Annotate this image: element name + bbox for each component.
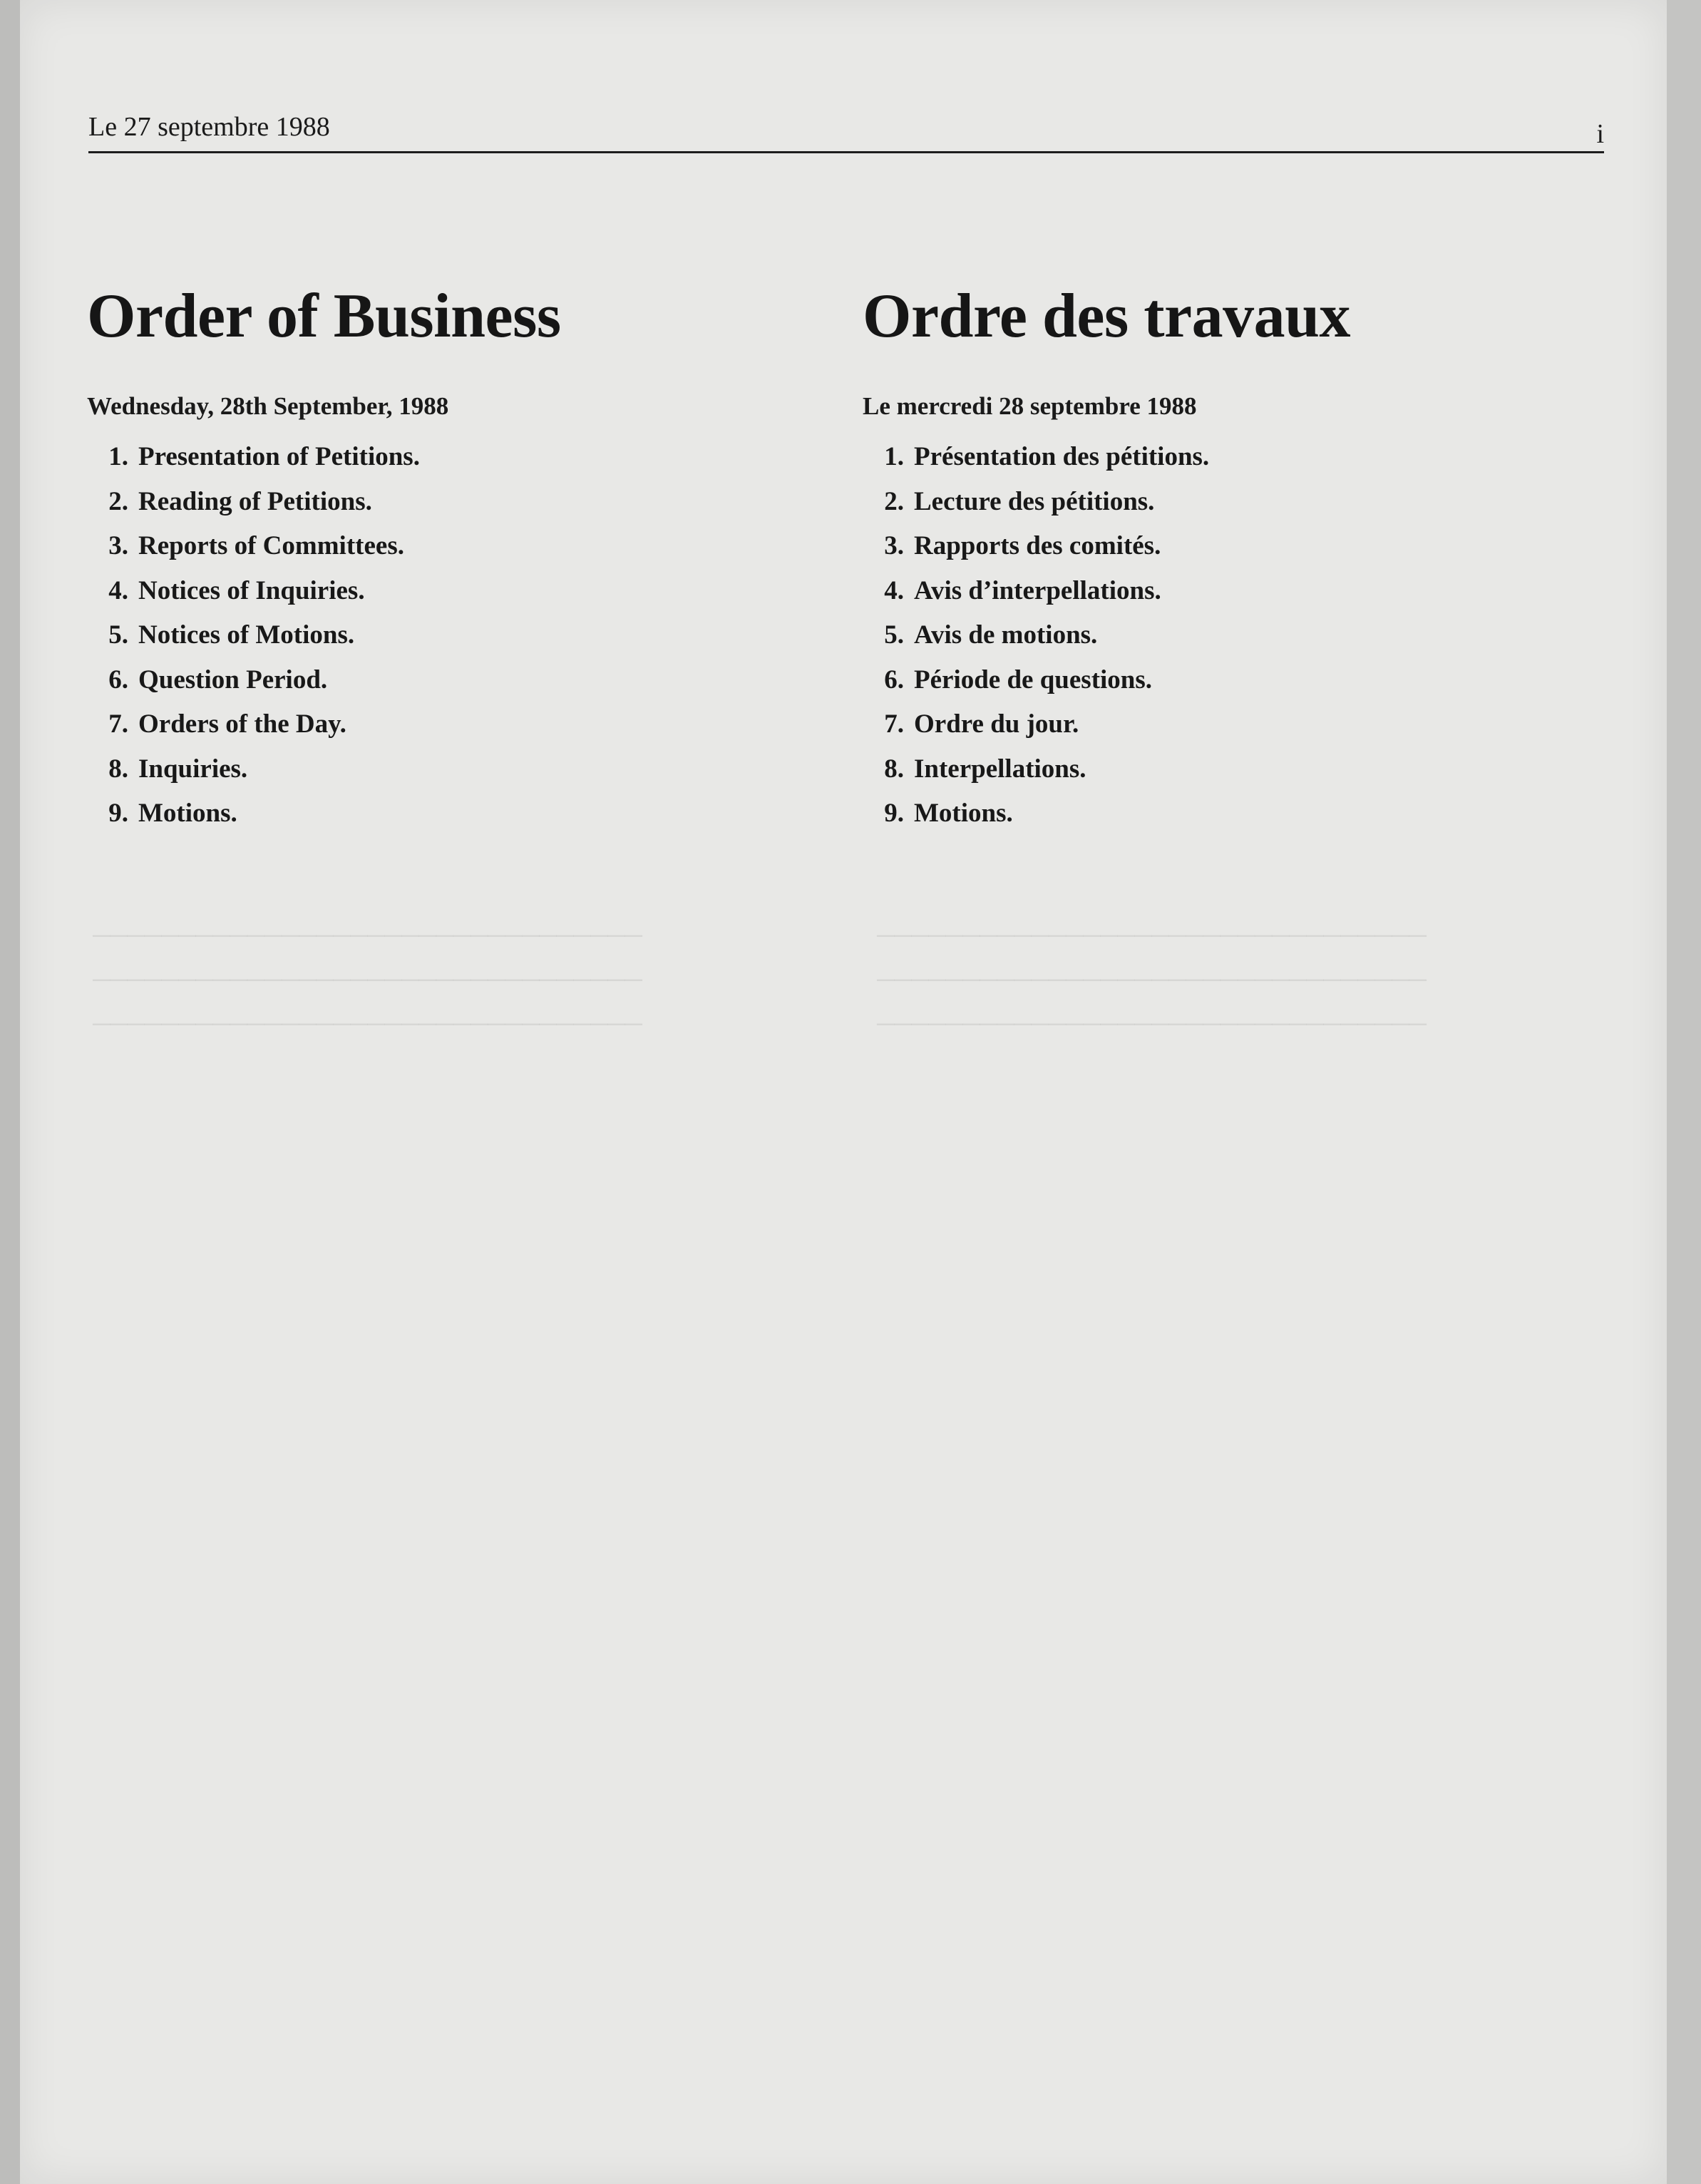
list-item (863, 747, 1604, 792)
list-item (863, 791, 1604, 836)
item-number: 6. (884, 665, 904, 694)
list-item (87, 613, 814, 658)
list-item (863, 569, 1604, 614)
list-item (87, 702, 814, 747)
item-label: Notices of Inquiries. (138, 575, 365, 605)
item-number: 8. (884, 754, 904, 784)
french-title: Ordre des travaux (863, 282, 1351, 351)
item-label: Avis de motions. (914, 620, 1098, 650)
page-right-edge (1667, 0, 1701, 2184)
list-item (87, 480, 814, 525)
item-number: 8. (108, 754, 128, 784)
item-number: 1. (108, 442, 128, 471)
item-label: Lecture des pétitions. (914, 486, 1155, 516)
item-label: Ordre du jour. (914, 709, 1079, 739)
page-left-edge (0, 0, 20, 2184)
french-item-list (863, 435, 1604, 836)
list-item (863, 613, 1604, 658)
list-item (87, 747, 814, 792)
item-label: Avis d’interpellations. (914, 575, 1161, 605)
item-number: 1. (884, 442, 904, 471)
bleed-through-text: ──────────────────────────────── ──────────────────────────────── ──────────────────────────────── (877, 923, 1427, 1037)
list-item (863, 702, 1604, 747)
item-label: Question Period. (138, 665, 328, 694)
item-number: 3. (884, 531, 904, 560)
item-label: Période de questions. (914, 665, 1153, 694)
item-number: 6. (108, 665, 128, 694)
item-number: 5. (884, 620, 904, 650)
item-number: 4. (884, 575, 904, 605)
list-item (87, 435, 814, 480)
item-label: Orders of the Day. (138, 709, 346, 739)
item-label: Notices of Motions. (138, 620, 355, 650)
item-label: Inquiries. (138, 754, 248, 784)
item-label: Motions. (138, 799, 237, 828)
page-header (88, 111, 1604, 153)
item-label: Rapports des comités. (914, 531, 1161, 560)
item-number: 9. (884, 799, 904, 828)
bleed-through-text: ──────────────────────────────── ──────────────────────────────── ──────────────────────────────── (93, 923, 642, 1037)
list-item (863, 658, 1604, 703)
english-item-list (87, 435, 814, 836)
item-label: Motions. (914, 799, 1013, 828)
item-number: 4. (108, 575, 128, 605)
english-column (87, 282, 814, 836)
item-label: Interpellations. (914, 754, 1086, 784)
list-item (863, 435, 1604, 480)
list-item (87, 569, 814, 614)
list-item (87, 658, 814, 703)
list-item (87, 524, 814, 569)
page-number: i (1596, 119, 1604, 149)
list-item (863, 480, 1604, 525)
item-number: 9. (108, 799, 128, 828)
item-label: Reading of Petitions. (138, 486, 372, 516)
item-number: 2. (884, 486, 904, 516)
list-item (863, 524, 1604, 569)
english-title: Order of Business (87, 282, 561, 351)
item-number: 7. (884, 709, 904, 739)
item-number: 7. (108, 709, 128, 739)
item-number: 2. (108, 486, 128, 516)
item-label: Presentation of Petitions. (138, 442, 420, 471)
french-date: Le mercredi 28 septembre 1988 (863, 392, 1197, 420)
item-number: 3. (108, 531, 128, 560)
header-date: Le 27 septembre 1988 (88, 112, 330, 142)
english-date: Wednesday, 28th September, 1988 (87, 392, 449, 420)
item-label: Présentation des pétitions. (914, 442, 1210, 471)
french-column (863, 282, 1604, 836)
item-number: 5. (108, 620, 128, 650)
list-item (87, 791, 814, 836)
item-label: Reports of Committees. (138, 531, 404, 560)
